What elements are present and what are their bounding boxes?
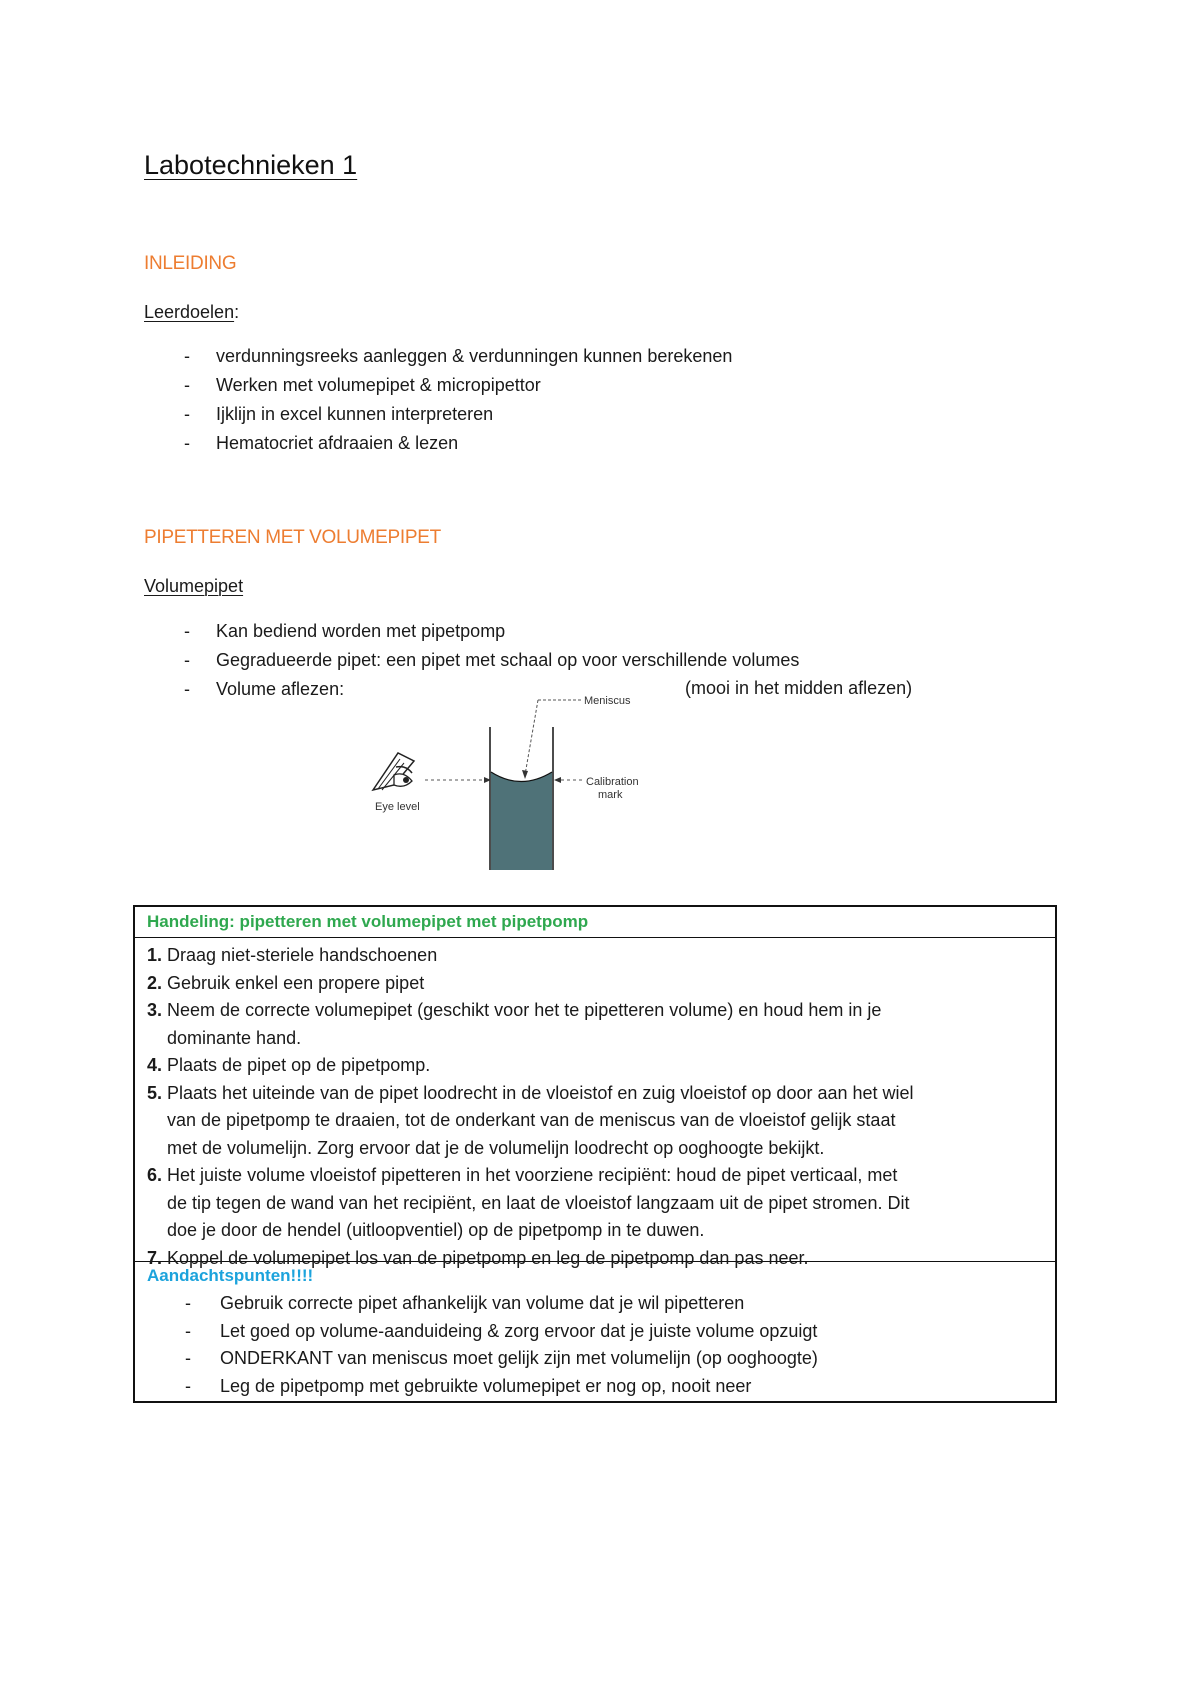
step-text-continued: dominante hand. — [167, 1027, 302, 1048]
procedure-box — [133, 905, 1057, 1403]
subheading-volumepipet-label: Volumepipet — [144, 576, 244, 596]
step-text: Gebruik enkel een propere pipet — [167, 972, 425, 993]
arrow-head-icon — [554, 777, 561, 783]
list-item-text: Werken met volumepipet & micropipettor — [216, 375, 541, 395]
list-item-text: Hematocriet afdraaien & lezen — [216, 433, 459, 453]
dash-bullet: - — [185, 1375, 191, 1396]
list-item-text: Gebruik correcte pipet afhankelijk van volume dat je wil pipetteren — [220, 1293, 745, 1313]
calibration-label-1: Calibration — [586, 776, 639, 788]
step-text: Plaats de pipet op de pipetpomp. — [167, 1055, 431, 1075]
section-heading-volumepipet: PIPETTEREN MET VOLUMEPIPET — [144, 527, 441, 548]
step-text: Het juiste volume vloeistof pipetteren in het voorziene recipiënt: houd de pipet verticaal, met — [167, 1165, 898, 1185]
list-item-text: Ijklijn in excel kunnen interpreteren — [216, 404, 494, 424]
dash-bullet: - — [184, 404, 190, 424]
learning-goals-list — [144, 342, 732, 458]
eye-icon — [373, 753, 414, 790]
subheading-colon: : — [234, 302, 240, 322]
dash-bullet: - — [184, 621, 190, 641]
list-item-text: verdunningsreeks aanleggen & verdunningen kunnen berekenen — [216, 346, 733, 366]
list-item — [144, 342, 732, 371]
list-item — [135, 1345, 1055, 1373]
subheading-leerdoelen-label: Leerdoelen — [144, 302, 235, 322]
step-text: Plaats het uiteinde van de pipet loodrecht in de vloeistof en zuig vloeistof op door aan het wiel — [167, 1082, 914, 1103]
calibration-label-2: mark — [598, 789, 623, 801]
dash-bullet: - — [184, 650, 190, 670]
list-item — [135, 1318, 1055, 1346]
dash-bullet: - — [184, 346, 190, 366]
step-number: 2. — [147, 972, 163, 993]
step-text-continued: de tip tegen de wand van het recipiënt, en laat de vloeistof langzaam uit de pipet stromen. Dit — [167, 1192, 910, 1213]
step-text: Neem de correcte volumepipet (geschikt voor het te pipetteren volume) en houd hem in je — [167, 1000, 882, 1020]
dash-bullet: - — [185, 1348, 191, 1368]
list-item — [135, 1290, 1055, 1318]
subheading-leerdoelen — [144, 302, 239, 323]
step-number: 1. — [147, 945, 163, 965]
step-text-continued: van de pipetpomp te draaien, tot de onderkant van de meniscus van de vloeistof gelijk staat — [167, 1110, 896, 1130]
procedure-step — [147, 970, 1055, 998]
reading-note: (mooi in het midden aflezen) — [685, 678, 913, 698]
list-item — [144, 646, 799, 675]
meniscus-label: Meniscus — [584, 695, 631, 707]
dash-bullet: - — [185, 1320, 191, 1341]
list-item-text: Leg de pipetpomp met gebruikte volumepipet er nog op, nooit neer — [220, 1375, 752, 1396]
step-text-continued: met de volumelijn. Zorg ervoor dat je de volumelijn loodrecht op ooghoogte bekijkt. — [167, 1137, 825, 1158]
list-item-text: Kan bediend worden met pipetpomp — [216, 621, 506, 641]
list-item-text: Let goed op volume-aanduideing & zorg ervoor dat je juiste volume opzuigt — [220, 1320, 818, 1341]
meniscus-diagram — [370, 695, 680, 875]
liquid-column — [491, 772, 552, 870]
dash-bullet: - — [184, 433, 190, 453]
step-text: Draag niet-steriele handschoenen — [167, 945, 438, 965]
list-item — [144, 400, 732, 429]
dash-bullet: - — [184, 679, 190, 699]
procedure-step — [147, 942, 1055, 970]
procedure-step — [147, 1162, 1055, 1245]
page-title: Labotechnieken 1 — [144, 150, 358, 180]
step-number: 5. — [147, 1082, 163, 1103]
list-item-text: Gegradueerde pipet: een pipet met schaal op voor verschillende volumes — [216, 650, 800, 670]
subheading-volumepipet — [144, 576, 243, 597]
attention-heading: Aandachtspunten!!!! — [147, 1266, 314, 1285]
procedure-heading: Handeling: pipetteren met volumepipet met pipetpomp — [135, 907, 1055, 938]
step-number: 7. — [147, 1247, 163, 1268]
list-item-text: Volume aflezen: — [216, 679, 345, 699]
meniscus-pointer-line — [525, 700, 538, 775]
procedure-step — [147, 1052, 1055, 1080]
eye-level-label: Eye level — [375, 801, 420, 813]
step-number: 4. — [147, 1055, 163, 1075]
step-number: 6. — [147, 1165, 163, 1185]
procedure-step — [147, 1080, 1055, 1163]
list-item — [144, 617, 799, 646]
procedure-steps — [135, 938, 1055, 1268]
step-text-continued: doe je door de hendel (uitloopventiel) op de pipetpomp in te duwen. — [167, 1220, 705, 1240]
arrow-head-icon — [522, 770, 528, 779]
step-text: Koppel de volumepipet los van de pipetpomp en leg de pipetpomp dan pas neer. — [167, 1247, 809, 1268]
dash-bullet: - — [184, 375, 190, 395]
list-item-text: ONDERKANT van meniscus moet gelijk zijn met volumelijn (op ooghoogte) — [220, 1348, 818, 1368]
step-number: 3. — [147, 1000, 163, 1020]
list-item — [144, 429, 732, 458]
dash-bullet: - — [185, 1293, 191, 1313]
list-item — [144, 371, 732, 400]
section-heading-inleiding: INLEIDING — [144, 253, 237, 274]
attention-list — [135, 1290, 1055, 1400]
list-item — [135, 1373, 1055, 1401]
procedure-step — [147, 997, 1055, 1052]
